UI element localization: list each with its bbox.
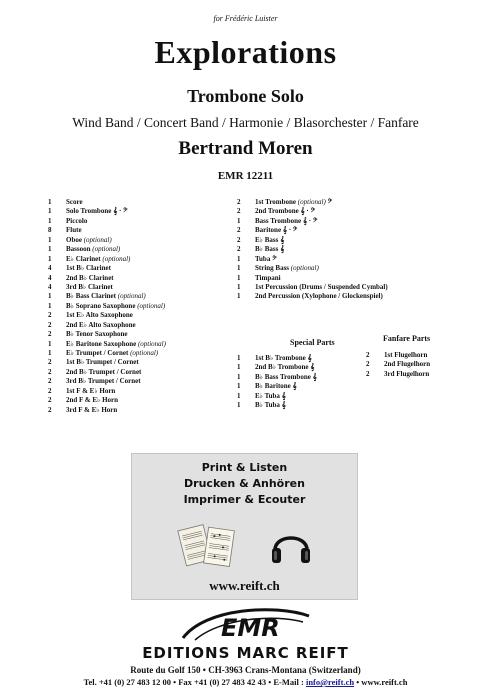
part-instrument: 3rd B♭ Trumpet / Cornet bbox=[66, 377, 141, 386]
part-row bbox=[237, 363, 377, 372]
special-parts-list bbox=[237, 354, 377, 411]
catalog-number: EMR 12211 bbox=[217, 170, 274, 182]
ensemble-line: Wind Band / Concert Band / Harmonie / Blasorchester / Fanfare bbox=[72, 115, 419, 130]
part-instrument: 1st F & E♭ Horn bbox=[66, 386, 116, 395]
part-row bbox=[48, 274, 248, 283]
part-instrument: B♭ Bass Trombone 𝄞 bbox=[255, 372, 317, 381]
part-row bbox=[48, 368, 248, 377]
part-optional-note: (optional) bbox=[130, 349, 159, 357]
part-name bbox=[255, 373, 317, 382]
part-name bbox=[255, 363, 314, 372]
part-quantity: 1 bbox=[237, 363, 241, 372]
part-instrument: E♭ Clarinet bbox=[66, 254, 103, 263]
part-name bbox=[66, 264, 111, 273]
part-name bbox=[66, 292, 146, 301]
promo-line-print: Print & Listen bbox=[201, 461, 288, 474]
dedication: for Frédéric Luister bbox=[213, 14, 278, 23]
part-row bbox=[48, 387, 248, 396]
part-name bbox=[255, 283, 388, 292]
publisher-contact bbox=[0, 677, 491, 687]
part-instrument: 2nd B♭ Trumpet / Cornet bbox=[66, 367, 142, 376]
part-quantity: 1 bbox=[48, 254, 52, 263]
part-instrument: 2nd B♭ Clarinet bbox=[66, 273, 114, 282]
part-name bbox=[66, 396, 118, 405]
part-name bbox=[66, 321, 136, 330]
part-name bbox=[66, 387, 115, 396]
part-instrument: 1st Trombone bbox=[255, 198, 298, 206]
part-optional-note: (optional) bbox=[290, 264, 319, 273]
part-quantity: 1 bbox=[237, 391, 241, 400]
part-instrument: B♭ Bass Clarinet bbox=[66, 292, 118, 301]
part-name bbox=[255, 382, 297, 391]
part-row bbox=[48, 396, 248, 405]
part-instrument: 2nd E♭ Alto Saxophone bbox=[66, 320, 136, 329]
part-name bbox=[255, 274, 281, 283]
part-clef: 𝄢 bbox=[325, 198, 333, 206]
contact-phone-fax: Tel. +41 (0) 27 483 12 00 • Fax +41 (0) 27 483 42 43 • E-Mail : bbox=[83, 677, 306, 687]
part-instrument: 1st E♭ Alto Saxophone bbox=[66, 311, 133, 320]
part-quantity: 8 bbox=[48, 226, 52, 235]
part-name bbox=[66, 311, 133, 320]
part-quantity: 2 bbox=[366, 369, 370, 378]
part-instrument: Oboe bbox=[66, 235, 84, 244]
promo-line-imprimer: Imprimer & Ecouter bbox=[183, 493, 306, 506]
part-name bbox=[66, 245, 120, 254]
piece-subtitle: Trombone Solo bbox=[187, 86, 304, 106]
part-row bbox=[48, 292, 248, 301]
part-quantity: 1 bbox=[237, 273, 241, 282]
part-quantity: 2 bbox=[48, 396, 52, 405]
part-quantity: 2 bbox=[48, 311, 52, 320]
part-name bbox=[255, 207, 315, 216]
part-instrument: Solo Trombone 𝄞 · 𝄢 bbox=[66, 207, 128, 216]
emr-logo bbox=[175, 604, 315, 644]
part-instrument: Bass Trombone 𝄞 · 𝄢 bbox=[255, 216, 318, 225]
part-quantity: 1 bbox=[48, 245, 52, 254]
part-instrument: 3rd F & E♭ Horn bbox=[66, 405, 118, 414]
part-name bbox=[384, 360, 430, 369]
part-quantity: 4 bbox=[48, 273, 52, 282]
part-row bbox=[237, 226, 487, 235]
print-listen-box[interactable] bbox=[131, 453, 358, 600]
part-instrument: 1st B♭ Trombone 𝄞 bbox=[255, 354, 312, 362]
part-row bbox=[237, 255, 487, 264]
part-optional-note: (optional) bbox=[102, 254, 131, 263]
part-optional-note: (optional) bbox=[137, 301, 166, 310]
part-name bbox=[66, 358, 139, 367]
part-quantity: 4 bbox=[48, 282, 52, 291]
part-row bbox=[48, 349, 248, 358]
part-name bbox=[255, 392, 286, 401]
part-quantity: 4 bbox=[48, 264, 52, 273]
part-instrument: E♭ Trumpet / Cornet bbox=[66, 349, 131, 357]
part-quantity: 2 bbox=[366, 360, 370, 369]
part-row bbox=[237, 236, 487, 245]
part-instrument: E♭ Tuba 𝄞 bbox=[255, 391, 286, 400]
part-quantity: 2 bbox=[237, 198, 241, 206]
parts-list-left bbox=[48, 198, 248, 415]
part-instrument: B♭ Soprano Saxophone bbox=[66, 301, 138, 310]
special-parts-title: Special Parts bbox=[290, 338, 335, 347]
part-instrument: 2nd B♭ Trombone 𝄞 bbox=[255, 363, 315, 372]
part-instrument: String Bass bbox=[255, 264, 291, 273]
part-quantity: 1 bbox=[48, 339, 52, 348]
part-name bbox=[255, 264, 319, 273]
part-row bbox=[48, 217, 248, 226]
part-row bbox=[48, 406, 248, 415]
part-instrument: 1st Flugelhorn bbox=[384, 351, 428, 359]
part-name bbox=[66, 368, 141, 377]
part-quantity: 1 bbox=[237, 254, 241, 263]
part-name bbox=[66, 349, 158, 358]
part-instrument: 2nd Percussion (Xylophone / Glockenspiel) bbox=[255, 292, 383, 301]
part-name bbox=[66, 340, 166, 349]
part-name bbox=[255, 217, 317, 226]
part-row bbox=[237, 373, 377, 382]
part-optional-note: (optional) bbox=[83, 235, 112, 244]
part-quantity: 1 bbox=[48, 198, 52, 206]
part-instrument: Score bbox=[66, 198, 83, 206]
part-name bbox=[66, 236, 112, 245]
part-name bbox=[384, 370, 429, 379]
fanfare-parts-title: Fanfare Parts bbox=[383, 334, 431, 343]
part-quantity: 2 bbox=[366, 351, 370, 359]
part-quantity: 1 bbox=[237, 372, 241, 381]
part-name bbox=[66, 330, 128, 339]
part-row bbox=[48, 245, 248, 254]
part-quantity: 1 bbox=[237, 292, 241, 301]
contact-email-link[interactable]: info@reift.ch bbox=[305, 677, 355, 687]
part-quantity: 1 bbox=[237, 382, 241, 391]
part-quantity: 1 bbox=[237, 354, 241, 362]
part-quantity: 2 bbox=[48, 405, 52, 414]
part-name bbox=[66, 207, 128, 216]
part-quantity: 1 bbox=[48, 216, 52, 225]
part-instrument: E♭ Bass 𝄞 bbox=[255, 235, 285, 244]
part-name bbox=[384, 351, 427, 360]
composer-name: Bertrand Moren bbox=[178, 138, 313, 159]
part-instrument: 1st B♭ Trumpet / Cornet bbox=[66, 358, 139, 367]
part-instrument: B♭ Tuba 𝄞 bbox=[255, 401, 286, 410]
part-row bbox=[48, 311, 248, 320]
part-name bbox=[255, 292, 383, 301]
promo-url-link[interactable]: www.reift.ch bbox=[209, 578, 280, 593]
promo-line-drucken: Drucken & Anhören bbox=[184, 477, 305, 490]
part-row bbox=[48, 377, 248, 386]
part-quantity: 2 bbox=[237, 207, 241, 216]
part-row bbox=[237, 245, 487, 254]
piece-title: Explorations bbox=[154, 34, 337, 70]
part-name bbox=[66, 302, 165, 311]
part-row bbox=[366, 370, 486, 379]
headphones-icon bbox=[269, 524, 313, 568]
part-quantity: 2 bbox=[237, 226, 241, 235]
part-quantity: 1 bbox=[237, 282, 241, 291]
part-row bbox=[48, 330, 248, 339]
part-quantity: 1 bbox=[48, 301, 52, 310]
part-name bbox=[66, 406, 117, 415]
part-quantity: 2 bbox=[48, 377, 52, 386]
emr-logo-letters: EMR bbox=[221, 614, 280, 642]
part-instrument: 2nd Flugelhorn bbox=[384, 360, 431, 369]
part-row bbox=[237, 382, 377, 391]
part-instrument: 3rd Flugelhorn bbox=[384, 369, 430, 378]
part-instrument: Flute bbox=[66, 226, 82, 235]
part-instrument: 3rd B♭ Clarinet bbox=[66, 282, 113, 291]
part-row bbox=[48, 236, 248, 245]
part-row bbox=[237, 274, 487, 283]
part-instrument: Piccolo bbox=[66, 216, 88, 225]
part-row bbox=[48, 264, 248, 273]
part-instrument: 2nd F & E♭ Horn bbox=[66, 396, 119, 405]
part-name bbox=[255, 226, 297, 235]
part-optional-note: (optional) bbox=[92, 245, 121, 254]
part-instrument: 1st Percussion (Drums / Suspended Cymbal) bbox=[255, 282, 388, 291]
part-row bbox=[237, 217, 487, 226]
part-instrument: E♭ Baritone Saxophone bbox=[66, 339, 138, 348]
part-instrument: 1st B♭ Clarinet bbox=[66, 264, 111, 273]
contact-website[interactable]: • www.reift.ch bbox=[354, 677, 408, 687]
part-row bbox=[237, 283, 487, 292]
part-row bbox=[237, 401, 377, 410]
part-name bbox=[66, 255, 130, 264]
part-quantity: 2 bbox=[48, 386, 52, 395]
part-row bbox=[237, 392, 377, 401]
part-quantity: 2 bbox=[237, 245, 241, 254]
part-quantity: 1 bbox=[237, 264, 241, 273]
part-row bbox=[48, 207, 248, 216]
sheet-music-icon bbox=[176, 521, 240, 571]
part-name bbox=[66, 226, 82, 235]
part-instrument: Timpani bbox=[255, 273, 281, 282]
part-instrument: B♭ Baritone 𝄞 bbox=[255, 382, 297, 391]
part-name bbox=[255, 245, 284, 254]
part-row bbox=[48, 302, 248, 311]
publisher-name: EDITIONS MARC REIFT bbox=[142, 644, 349, 662]
part-instrument: Tuba 𝄢 bbox=[255, 254, 277, 263]
part-quantity: 1 bbox=[237, 216, 241, 225]
part-name bbox=[66, 274, 114, 283]
part-optional-note: (optional) bbox=[297, 198, 326, 206]
part-quantity: 2 bbox=[48, 320, 52, 329]
part-instrument: Bassoon bbox=[66, 245, 93, 254]
publisher-address: Route du Golf 150 • CH-3963 Crans-Montana (Switzerland) bbox=[130, 665, 361, 675]
part-quantity: 1 bbox=[48, 349, 52, 357]
part-quantity: 2 bbox=[237, 235, 241, 244]
part-name bbox=[66, 217, 87, 226]
part-instrument: Baritone 𝄞 · 𝄢 bbox=[255, 226, 298, 235]
part-instrument: 2nd Trombone 𝄞 · 𝄢 bbox=[255, 207, 315, 216]
part-quantity: 1 bbox=[48, 235, 52, 244]
part-name bbox=[255, 401, 286, 410]
part-row bbox=[48, 283, 248, 292]
part-quantity: 1 bbox=[48, 292, 52, 301]
part-row bbox=[48, 321, 248, 330]
part-row bbox=[48, 358, 248, 367]
part-quantity: 1 bbox=[48, 207, 52, 216]
fanfare-parts-list bbox=[366, 351, 486, 379]
part-name bbox=[255, 255, 277, 264]
part-instrument: B♭ Tenor Saxophone bbox=[66, 330, 128, 339]
part-name bbox=[255, 236, 284, 245]
part-name bbox=[66, 377, 141, 386]
part-row bbox=[48, 340, 248, 349]
part-instrument: B♭ Bass 𝄞 bbox=[255, 245, 285, 254]
part-row bbox=[237, 292, 487, 301]
part-row bbox=[366, 360, 486, 369]
part-quantity: 2 bbox=[48, 358, 52, 367]
part-quantity: 2 bbox=[48, 367, 52, 376]
part-quantity: 2 bbox=[48, 330, 52, 339]
part-row bbox=[237, 264, 487, 273]
part-optional-note: (optional) bbox=[117, 292, 146, 301]
part-row bbox=[366, 351, 486, 360]
parts-list-right bbox=[237, 198, 487, 302]
part-row bbox=[48, 255, 248, 264]
part-name bbox=[66, 283, 113, 292]
part-row bbox=[48, 226, 248, 235]
part-optional-note: (optional) bbox=[137, 339, 166, 348]
part-row bbox=[237, 207, 487, 216]
part-quantity: 1 bbox=[237, 401, 241, 410]
